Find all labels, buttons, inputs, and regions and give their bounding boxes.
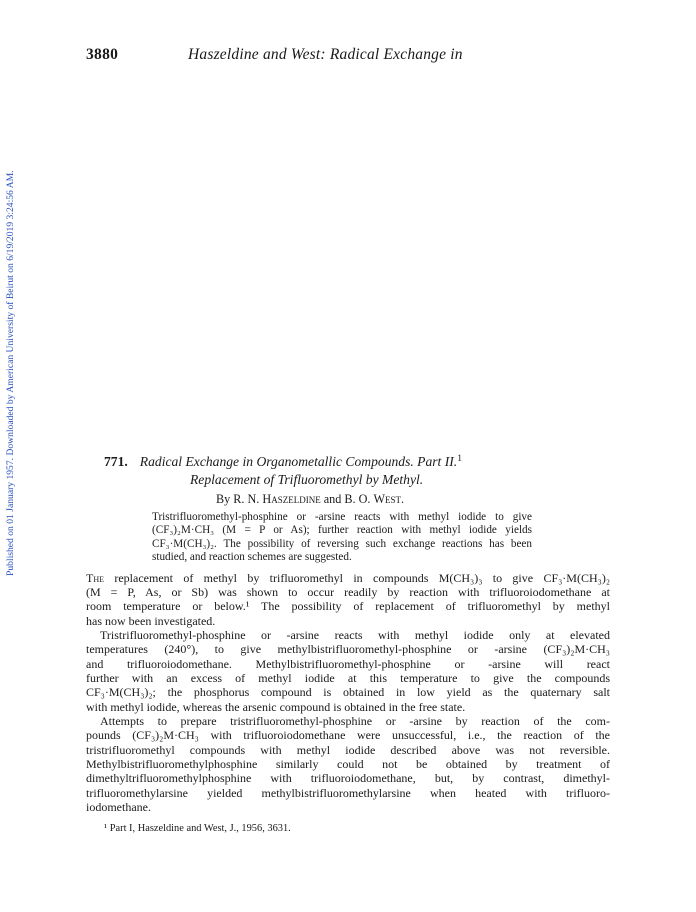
- body-line-first: [86, 571, 610, 585]
- body-line: tristrifluoromethyl compounds with methyl iodide described above was not reversible.: [86, 742, 610, 757]
- article-number: 771.: [104, 454, 128, 469]
- article: [86, 453, 610, 835]
- body-line: Methylbistrifluoromethylphosphine similarly could not be obtained by treatment of: [86, 757, 610, 772]
- body-line: Attempts to prepare tristrifluoromethyl-phosphine or -arsine by reaction of the com-: [100, 714, 610, 729]
- article-title-line-1: [86, 453, 610, 471]
- body-line: pounds (CF₃)₂M·CH₃ with trifluoroiodomethane were unsuccessful, i.e., the reaction of the: [86, 728, 610, 743]
- download-watermark-text: Published on 01 January 1957. Downloaded by American University of Beirut on 6/19/2019 3:24:56 AM.: [5, 170, 16, 576]
- byline: [216, 491, 610, 508]
- footnote: ¹ Part I, Haszeldine and West, J., 1956, 3631.: [104, 823, 291, 835]
- body-line: iodomethane.: [86, 800, 151, 815]
- article-title-text: Radical Exchange in Organometallic Compounds. Part II.: [139, 454, 458, 469]
- drop-small-caps: The: [86, 570, 104, 585]
- abstract-line: Tristrifluoromethyl-phosphine or -arsine reacts with methyl iodide to give: [152, 511, 532, 523]
- abstract-line: studied, and reaction schemes are suggested.: [152, 551, 352, 564]
- body-line: CF₃·M(CH₃)₂; the phosphorus compound is obtained in low yield as the quaternary salt: [86, 685, 610, 700]
- body-line: and trifluoroiodomethane. Methylbistrifluoromethyl-phosphine or -arsine will react: [86, 656, 610, 671]
- byline-prefix: By: [216, 492, 231, 506]
- author-1-initials: R. N.: [233, 492, 260, 506]
- author-2-initials: B. O.: [344, 492, 371, 506]
- body-line: with methyl iodide, whereas the arsenic compound is obtained in the free state.: [86, 699, 466, 714]
- body-line: Tristrifluoromethyl-phosphine or -arsine reacts with methyl iodide only at elevated: [100, 628, 610, 642]
- body-line: trifluoromethylarsine yielded methylbistrifluoromethylarsine when heated with trifluoro-: [86, 785, 610, 800]
- body-line: has now been investigated.: [86, 613, 216, 628]
- byline-and: and: [323, 492, 342, 506]
- abstract: [152, 511, 532, 565]
- running-head: [0, 46, 696, 66]
- abstract-line: (CF₃)₂M·CH₃ (M = P or As); further reaction with methyl iodide yields: [152, 524, 532, 537]
- body-line: dimethyltrifluoromethylphosphine with trifluoroiodomethane, but, by contrast, dimethyl-: [86, 771, 610, 786]
- running-title: Haszeldine and West: Radical Exchange in: [188, 46, 463, 63]
- body-line: further with an excess of methyl iodide at this temperature to give the compounds: [86, 671, 610, 686]
- body-line: temperatures (240°), to give methylbistrifluoromethyl-phosphine or -arsine (CF₃)₂M·CH₃: [86, 642, 610, 657]
- body-line: room temperature or below.¹ The possibility of replacement of trifluoromethyl by methyl: [86, 599, 610, 614]
- body-line: (M = P, As, or Sb) was shown to occur readily by reaction with trifluoroiodomethane at: [86, 584, 610, 599]
- body-text: [86, 571, 610, 815]
- author-2-surname: West.: [373, 492, 405, 506]
- author-1-surname: Haszeldine: [262, 492, 321, 506]
- download-watermark: [4, 118, 18, 578]
- abstract-line: CF₃·M(CH₃)₂. The possibility of reversing such exchange reactions has been: [152, 537, 532, 550]
- body-line-first-rest: replacement of methyl by trifluoromethyl in compounds M(CH₃)₃ to give CF₃·M(CH₃)₂: [104, 570, 610, 585]
- article-title-line-2: Replacement of Trifluoromethyl by Methyl.: [190, 472, 424, 487]
- title-reference-mark: 1: [457, 454, 462, 464]
- page-number: 3880: [86, 46, 119, 63]
